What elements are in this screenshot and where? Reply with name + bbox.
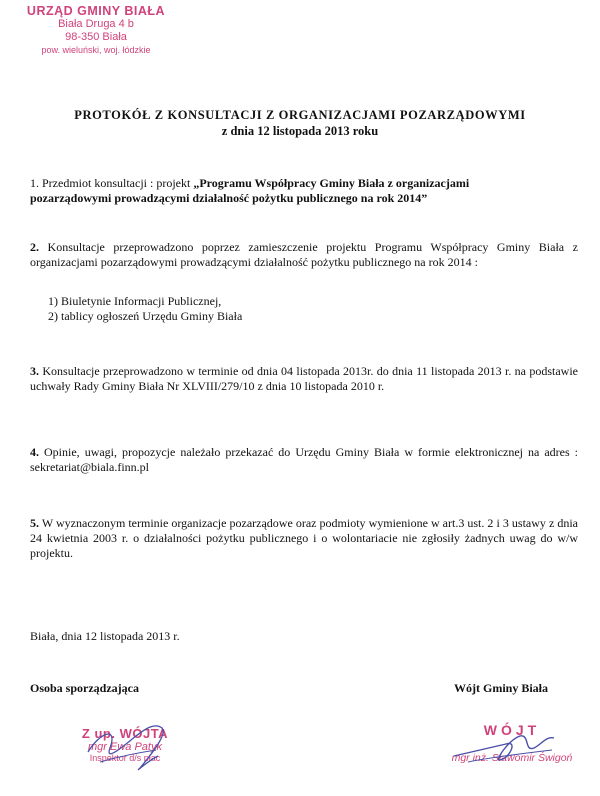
left-handwritten-signature — [70, 712, 180, 782]
section-2-number: 2. — [30, 240, 39, 254]
office-stamp — [16, 4, 176, 56]
section-4 — [30, 445, 578, 475]
section-5-text: W wyznaczonym terminie organizacje pozarządowe oraz podmioty wymienione w art.3 ust. 2 i 3 ustawy z dnia 24 kwietnia 2003 r. o działalności pożytku publicznego i o wolontariacie nie zgłosiły żadnych uwag do w/w projektu. — [30, 516, 578, 560]
left-stamp-name: mgr Ewa Patyk — [88, 741, 162, 753]
left-stamp-line1: Z up. WÓJTA — [81, 726, 169, 741]
office-district: pow. wieluński, woj. łódzkie — [41, 45, 151, 55]
section-1-bold-line1: „Programu Współpracy Gminy Biała z organizacjami — [193, 176, 470, 190]
document-title: PROTOKÓŁ Z KONSULTACJI Z ORGANIZACJAMI POZARZĄDOWYMI — [74, 108, 526, 122]
mayor-label: Wójt Gminy Biała — [454, 681, 549, 695]
office-postal: 98-350 Biała — [65, 31, 127, 43]
prepared-by-label: Osoba sporządzająca — [30, 681, 139, 695]
document-date: z dnia 12 listopada 2013 roku — [221, 124, 379, 138]
section-2-text: Konsultacje przeprowadzono poprzez zamieszczenie projektu Programu Współpracy Gminy Biała z organizacjami pozarządowymi prowadzącymi działalność pożytku publicznego na rok 2014 : — [30, 240, 578, 269]
section-3 — [30, 364, 578, 394]
office-name: URZĄD GMINY BIAŁA — [26, 4, 166, 18]
section-5-number: 5. — [30, 516, 39, 530]
list-item: 1) Biuletynie Informacji Publicznej, — [48, 294, 222, 308]
section-5 — [30, 516, 578, 561]
section-2 — [30, 240, 578, 270]
right-stamp-name: mgr inż. Sławomir Świgoń — [451, 752, 573, 764]
section-3-text: Konsultacje przeprowadzono w terminie od dnia 04 listopada 2013r. do dnia 11 listopada 2013 r. na podstawie uchwały Rady Gminy Biała Nr XLVIII/279/10 z dnia 10 listopada 2010 r. — [30, 364, 579, 393]
section-3-number: 3. — [30, 364, 39, 378]
section-1-number: 1. — [30, 176, 39, 190]
place-date: Biała, dnia 12 listopada 2013 r. — [30, 629, 180, 643]
office-street: Biała Druga 4 b — [58, 18, 134, 30]
section-4-text: Opinie, uwagi, propozycje należało przekazać do Urzędu Gminy Biała w formie elektronicznej na adres : sekretariat@biala.finn.pl — [30, 445, 578, 474]
left-stamp-role: Inspektor d/s płac — [89, 753, 161, 763]
section-1 — [30, 176, 578, 206]
section-2-list — [48, 294, 242, 324]
section-1-bold-line2: pozarządowymi prowadzącymi działalność pożytku publicznego na rok 2014” — [30, 191, 428, 205]
section-1-text: Przedmiot konsultacji : projekt — [42, 176, 191, 190]
list-item: 2) tablicy ogłoszeń Urzędu Gminy Biała — [48, 309, 243, 323]
right-stamp-title: WÓJT — [483, 722, 541, 738]
right-handwritten-signature — [448, 722, 568, 772]
section-4-number: 4. — [30, 445, 39, 459]
